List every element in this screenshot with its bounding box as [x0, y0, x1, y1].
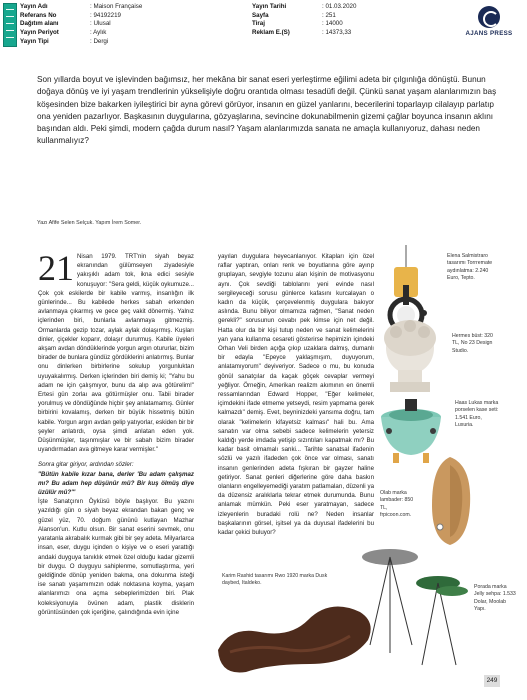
page-number: 249: [484, 675, 500, 687]
pull-quote: "Bütün kabile kızar bana, derler 'Bu adam çalışmaz mı? Bu adam hep düşünür mü? Bir kuş ölmüş diye üzülür mü?'": [38, 470, 194, 497]
intro-paragraph: Son yıllarda boyut ve işlevinden bağımsız, her mekâna bir sanat eseri yerleştirme eğilimi adeta bir çılgınlığa dönüştü. Bunun doğaya dönüş ve iyi yaşam trendlerinin yükselişiyle doğru orantıda olması tesadüfi değil. Çünkü sanat yaşam alanlarımızın baş köşesinden bize bakarken iyileştirici bir ayna görevi görüyor, insanın en güzel yanlarını, becerilerini toparlayıp cilalayıp parlatıp ona yeniden pazarlıyor. Başkasının duygularına, gözyaşlarına, sevincine dokunabilmenin gizemi çağlar boyunca insanın aklını başından aldı. Peki şimdi, modern çağda durum nasıl? Yaşam alanlarımızda sanata ne amaçla kullanıyoruz, dahası neden kullanmalıyız?: [37, 75, 497, 146]
ajans-press-emblem-icon: [478, 6, 500, 28]
olab-floor-lamp-image: [420, 455, 480, 547]
article-paragraph: Nisan 1979. TRT'nin siyah beyaz ekranından gülümseyen ziyadesiyle yakışıklı adam tok, ikna edici sesiyle konuşuyor: "Sera geldi, küçük oykumuze... Çok çok eskilerde bir kabile varmış, insanlığın ilk günlerinde... Bu kabilede herkes sabah erkenden avlanmaya çıkarmış ve gece geç vakit dönermiş. Yalnız içlerinden biri, bunlarla avlanmaya gitmezmiş. Ormanlarda gezip tozar, aylak aylak dolaşırmış. Kuşları dinler, çiçekler koparır, dolaşır dururmuş. Kabile üyeleri akşam avdan döndüklerinde yorgun argın otururlar, bizim birader de bunlara gündüz gördüklerini anlatırmış. Bunlar onu dinlerken birbirlerine sokulup yorgunluktan uyuyakalırmış. Derken içlerinden biri demiş ki; "Yahu bu adam ne için çalışmıyor, bunu da alıp ava götürelim!" Ertesi gün zorlaı ava götürmüşler onu. Tabii birader yorulmuş ve döndüğünde hiçbir şey anlatamamış. Günler birbirini kovalamış, derken bir büyük hissetmiş bütün kabile. Yorgun argın avdan gelip yatıyorlar, eskiden bir bir şeyler anlatırdı, oysa şimdi anlatan eden yok. Düşünmüşler, taşınmışlar ve bir sabah bizim birader uyandırmadan ava gitmeye karar vermişler.": [38, 253, 194, 454]
header-left-info: Yayın Adı : Maison Française Referans No : 94192219 Dağıtım alanı : Ulusal Yayın Periyot : Aylık Yayın Tipi : Dergi: [20, 3, 143, 45]
author-credit: Yazı Afife Selen Selçuk. Yapım İrem Somer.: [37, 220, 142, 226]
article-column-1: [38, 248, 194, 617]
header-right-info: Yayın Tarihi : 01.03.2020 Sayfa : 251 Tiraj : 14000 Reklam E.(S) : 14373,33: [252, 3, 357, 37]
quote-lead: Sonra gitar giriyor, ardından sözler:: [38, 461, 134, 469]
dusk-daybed-image: [210, 590, 380, 680]
drop-cap: 21: [38, 248, 74, 288]
article-paragraph: İşte Sanatçının Öyküsü böyle başlıyor. Bu yazını yazıldığı gün o siyah beyaz ekrandan bakan genç ve güzel yüz, 70. doğum gününü kutlayan Mazhar Alanson'un. Kutlu olsun. Bir sanat eserini sevmek, onu yaratanla akrabalık kurmak gibi bir şey adeta. Milyarlarca insan, eser, duygu içinden o kişiye ve o eseri yarattığı andaki duyguya tanıklık etmek özel olduğu kadar gizemli bir duygu. O duyguyu sahiplenme, somutlaştırma, yeri geldiğinde dönüp yeniden bakma, ona dokunma isteği ise sanatı yaşamımızın odak noktasına koyma, yaşam alanlarımızı ona açma sebeplerimizden biri. Plak koleksiyonuyla övünen adam, plastik disklerin görüntüsünden çok içeriğine, çalındığında evin içine: [38, 498, 194, 616]
caption-elena: Elena Salmistraro tasarımı Torrremate aydınlatma: 2.240 Euro, Tepto.: [447, 253, 493, 281]
caption-hermes: Hermes büst: 320 TL, No 23 Design Studio.: [452, 333, 493, 354]
caption-haas: Haas Lukas marka porselen kase seti: 1.541 Euro, Luxuria.: [455, 400, 499, 428]
clipping-header: [0, 0, 527, 50]
caption-olab: Olab marka lambader: 850 TL, frpicoon.com.: [380, 490, 414, 518]
caption-karim: Karim Rashid tasarımı Rwo 1920 marka Dusk daybed, Italdeko.: [222, 573, 328, 587]
hermes-bust-image: [370, 318, 448, 394]
article-paragraph: yayılan duygulara heyecanlanıyor. Kitapları için özel raflar yaptıran, onları renk ve boyutlarına göre ayırıp gruplayan, sevgiyle tozunu alan kişinin de motivasyonu aynı. Çok sevdiği tablolarını yeni evinde nasıl sergileyeceği sorusu günlerce kafasını kurcalayan o kadın da küçük, çerçevelenmiş duygulara bakıyor aslında. Bunu biliyor olmamıza rağmen, "Sanat neden gerekli?" sorusunun cevabı pek kimse için net değil. Hatta olur da bir kişi tutup neden ve sanat kelimelerini yan yana kullanma cesareti gösterirse hepimizin içindeki Orhan Veli birden açığa çıkıp uzaklara dalmış, dumanlı bir edayla "Epeyce yaklaşmışım, duyuyorum, anlatamıyorum" deyiveriyor. Sadece o mu, bu konuda gönül sanatçılar da kaçak göçek cevaplar vermeyi yeğliyor. Örneğin, Amerikan realizm akımının en önemli ressamlarından Edward Hopper, "Eğer kelimeler, içimdekini ifade etmeme yetseydi, resim yapmama gerek kalmazdı" demiş. Evet, beyninizdeki yansıma doğru, tam olarak "kelimelerin kifayetsiz kalması" hali bu. Ama sanatın var olma sebebi sadece kelimelerin yetersiz kaldığı yerde imdada yetişip sızıntıları kapatmak mı? Bu kadar basit olmamalı sanki... Tarihte sanatsal ifadenin sözlü ve yazılı ifadeden çok önce var olması, sanatı insanın genlerinden adeta fışkıran bir gayzer haline getiriyor. Sanat genleri diğerlerine göre daha baskın olanların engelleyemediği yaratım patlamaları, düzenli ya da düzensiz aralıklarla tekrar etmek durumunda. Bunu anlamak mümkün. Peki eser yaratmayan, sadece izleyenlerin buradaki rolü ne? Neden insanlar başkalarının görsel, işitsel ya da duyusal ifadelerini bu kadar çekici buluyor?: [218, 253, 374, 537]
ajans-press-logo: AJANS PRESS: [455, 6, 523, 37]
caption-poradal: Porada marka Jelly sehpa: 1.533 Dolar, Moolab Yapı.: [474, 584, 516, 612]
article-column-2: [218, 252, 374, 537]
publication-logo: [3, 3, 17, 47]
